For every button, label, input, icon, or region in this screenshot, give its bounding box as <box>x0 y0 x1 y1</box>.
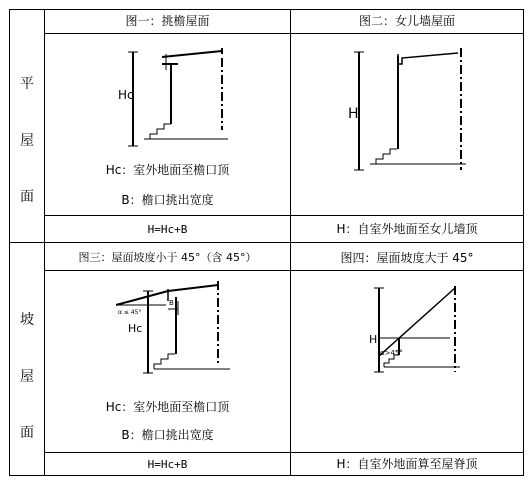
fig3-formula: H=Hc+B <box>147 458 188 471</box>
fig1-note-b: B：檐口挑出宽度 <box>121 193 214 207</box>
table-border-bottom <box>9 475 524 476</box>
fig2-diagram <box>340 40 480 175</box>
side-label-slope-1: 坡 <box>20 312 34 328</box>
row-line-fig12-formula <box>44 215 524 216</box>
fig4-angle-label: α>45° <box>380 349 403 357</box>
fig4-formula: H：自室外地面算至屋脊顶 <box>336 457 478 471</box>
side-label-flat-2: 屋 <box>20 133 34 149</box>
side-label-flat-3: 面 <box>20 189 34 205</box>
row-line-fig12-title <box>44 33 524 34</box>
fig3-note-hc: Hc：室外地面至檐口顶 <box>105 400 230 414</box>
side-label-slope-2: 屋 <box>20 369 34 385</box>
fig2-dim-label: H <box>348 106 359 122</box>
fig2-formula: H：自室外地面至女儿墙顶 <box>336 222 478 236</box>
fig3-angle-label: α ≤ 45° <box>118 309 142 316</box>
fig1-formula: H=Hc+B <box>147 223 188 236</box>
fig4-dim-label: H <box>369 333 378 346</box>
side-label-flat-1: 平 <box>20 76 34 92</box>
fig1-title: 图一：挑檐屋面 <box>125 14 210 28</box>
fig3-b-label: B <box>169 299 174 307</box>
fig4-title: 图四：屋面坡度大于 45° <box>340 251 474 265</box>
row-line-fig34-title <box>44 270 524 271</box>
fig2-title: 图二：女儿墙屋面 <box>358 14 455 28</box>
side-label-slope-3: 面 <box>20 425 34 441</box>
section-divider <box>9 242 524 243</box>
fig3-note-b: B：檐口挑出宽度 <box>121 428 214 442</box>
table-border-top <box>9 9 524 10</box>
fig1-dim-label: Hc <box>118 88 134 102</box>
fig1-note-hc: Hc：室外地面至檐口顶 <box>105 163 230 177</box>
row-line-fig34-formula <box>44 452 524 453</box>
fig4-diagram <box>360 280 470 380</box>
fig3-title: 图三：屋面坡度小于 45°（含 45°） <box>78 251 257 264</box>
fig3-dim-label: Hc <box>128 322 143 335</box>
